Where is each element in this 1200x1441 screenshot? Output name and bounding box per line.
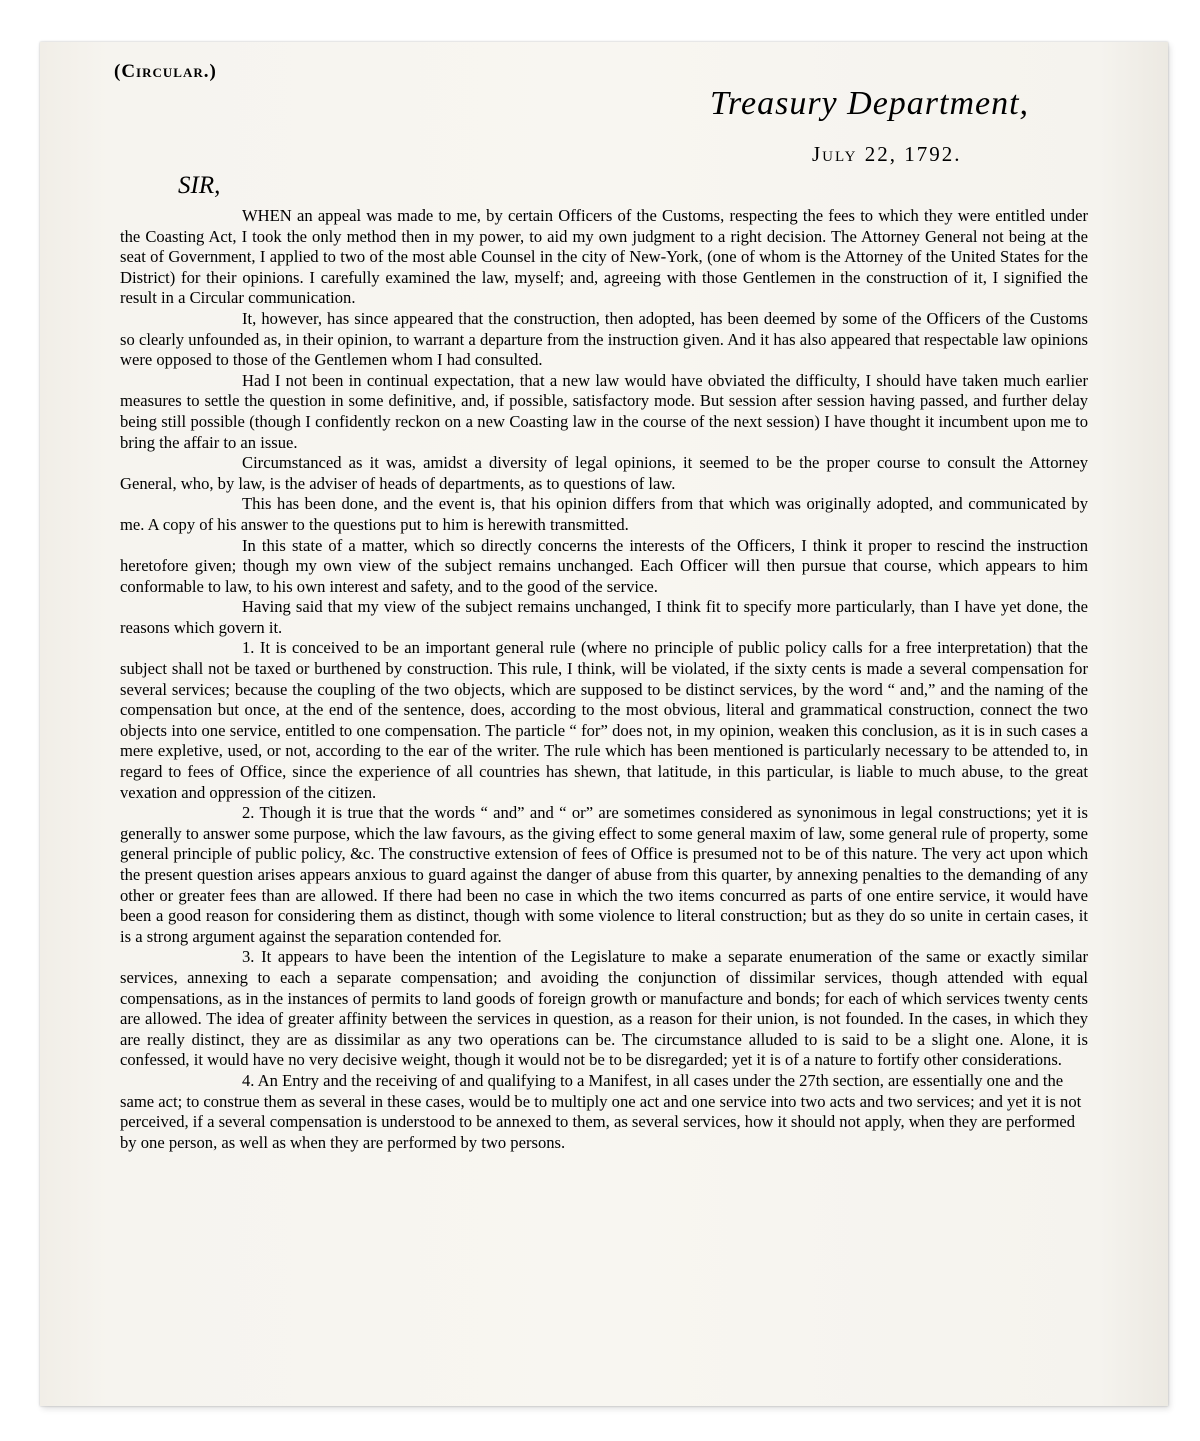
letter-date: July 22, 1792. bbox=[812, 142, 962, 166]
paragraph-done: This has been done, and the event is, that his opinion differs from that which was originally adopted, and communicated by me. A copy of his answer to the questions put to him is herewith transmitted. bbox=[120, 494, 1088, 534]
paragraph-appeal: WHEN an appeal was made to me, by certain Officers of the Customs, respecting the fees to which they were entitled under the Coasting Act, I took the only method then in my power, to aid my own judgment to a right decision. The Attorney General not being at the seat of Government, I applied to two of the most able Counsel in the city of New-York, (one of whom is the Attorney of the United States for the District) for their opinions. I carefully examined the law, myself; and, agreeing with those Gentlemen in the construction of it, I signified the result in a Circular communication. bbox=[120, 206, 1088, 308]
salutation: SIR, bbox=[178, 172, 221, 199]
department-heading: Treasury Department, bbox=[710, 85, 1030, 122]
paragraph-circumstanced: Circumstanced as it was, amidst a diversity of legal opinions, it seemed to be the proper course to consult the Attorney General, who, by law, is the adviser of heads of departments, as to questions of law. bbox=[120, 453, 1088, 493]
paragraph-rescind: In this state of a matter, which so directly concerns the interests of the Officers, I think it proper to rescind the instruction heretofore given; though my own view of the subject remains unchanged. Each Officer will then pursue that course, which appears to him conformable to law, to his own interest and safety, and to the good of the service. bbox=[120, 535, 1088, 596]
circular-heading: (Circular.) bbox=[114, 61, 217, 82]
paragraph-reason-3: 3. It appears to have been the intention of the Legislature to make a separate enumeration of the same or exactly similar services, annexing to each a separate compensation; and avoiding the conjunction of dissimilar services, though attended with equal compensations, as in the instances of permits to land goods of foreign growth or manufacture and bonds; for each of which services twenty cents are allowed. The idea of greater affinity between the services in question, as a reason for their union, is not founded. In the cases, in which they are really distinct, they are as dissimilar as any two operations can be. The circumstance alluded to is said to be a slight one. Alone, it is confessed, it would have no very decisive weight, though it would not be to be disregarded; yet it is of a nature to fortify other considerations. bbox=[120, 947, 1088, 1070]
paragraph-reason-2: 2. Though it is true that the words “ and” and “ or” are sometimes considered as synonimous in legal constructions; yet it is generally to answer some purpose, which the law favours, as the giving effect to some general maxim of law, some general rule of property, some general principle of public policy, &c. The constructive extension of fees of Office is presumed not to be of this nature. The very act upon which the present question arises appears anxious to guard against the danger of abuse from this quarter, by annexing penalties to the demanding of any other or greater fees than are allowed. If there had been no case in which the two items concurred as parts of one entire service, it would have been a good reason for considering them as distinct, though with some violence to literal construction; but as they do so unite in certain cases, it is a strong argument against the separation contended for. bbox=[120, 803, 1088, 946]
paragraph-construction: It, however, has since appeared that the construction, then adopted, has been deemed by some of the Officers of the Customs so clearly unfounded as, in their opinion, to warrant a departure from the instruction given. And it has also appeared that respectable law opinions were opposed to those of the Gentlemen whom I had consulted. bbox=[120, 308, 1088, 370]
letter-body bbox=[120, 206, 1088, 1153]
paragraph-reason-1: 1. It is conceived to be an important general rule (where no principle of public policy calls for a free interpretation) that the subject shall not be taxed or burthened by construction. This rule, I think, will be violated, if the sixty cents is made a several compensation for several services; because the coupling of the two objects, which are supposed to be distinct services, by the word “ and,” and the naming of the compensation but once, at the end of the sentence, does, according to the most obvious, literal and grammatical construction, connect the two objects into one service, entitled to one compensation. The particle “ for” does not, in my opinion, weaken this conclusion, as it is in such cases a mere expletive, used, or not, according to the ear of the writer. The rule which has been mentioned is particularly necessary to be attended to, in regard to fees of Office, since the experience of all countries has shewn, that latitude, in this particular, is liable to much abuse, to the great vexation and oppression of the citizen. bbox=[120, 638, 1088, 802]
paragraph-view: Having said that my view of the subject remains unchanged, I think fit to specify more particularly, than I have yet done, the reasons which govern it. bbox=[120, 597, 1088, 637]
paragraph-reason-4: 4. An Entry and the receiving of and qualifying to a Manifest, in all cases under the 27th section, are essentially one and the same act; to construe them as several in these cases, would be to multiply one act and one service into two acts and two services; and yet it is not perceived, if a several compensation is understood to be annexed to them, as several services, how it should not apply, when they are performed by one person, as well as when they are performed by two persons. bbox=[120, 1070, 1082, 1152]
paragraph-expectation: Had I not been in continual expectation, that a new law would have obviated the difficulty, I should have taken much earlier measures to settle the question in some definitive, and, if possible, satisfactory mode. But session after session having passed, and further delay being still possible (though I confidently reckon on a new Coasting law in the course of the next session) I have thought it incumbent upon me to bring the affair to an issue. bbox=[120, 370, 1088, 452]
